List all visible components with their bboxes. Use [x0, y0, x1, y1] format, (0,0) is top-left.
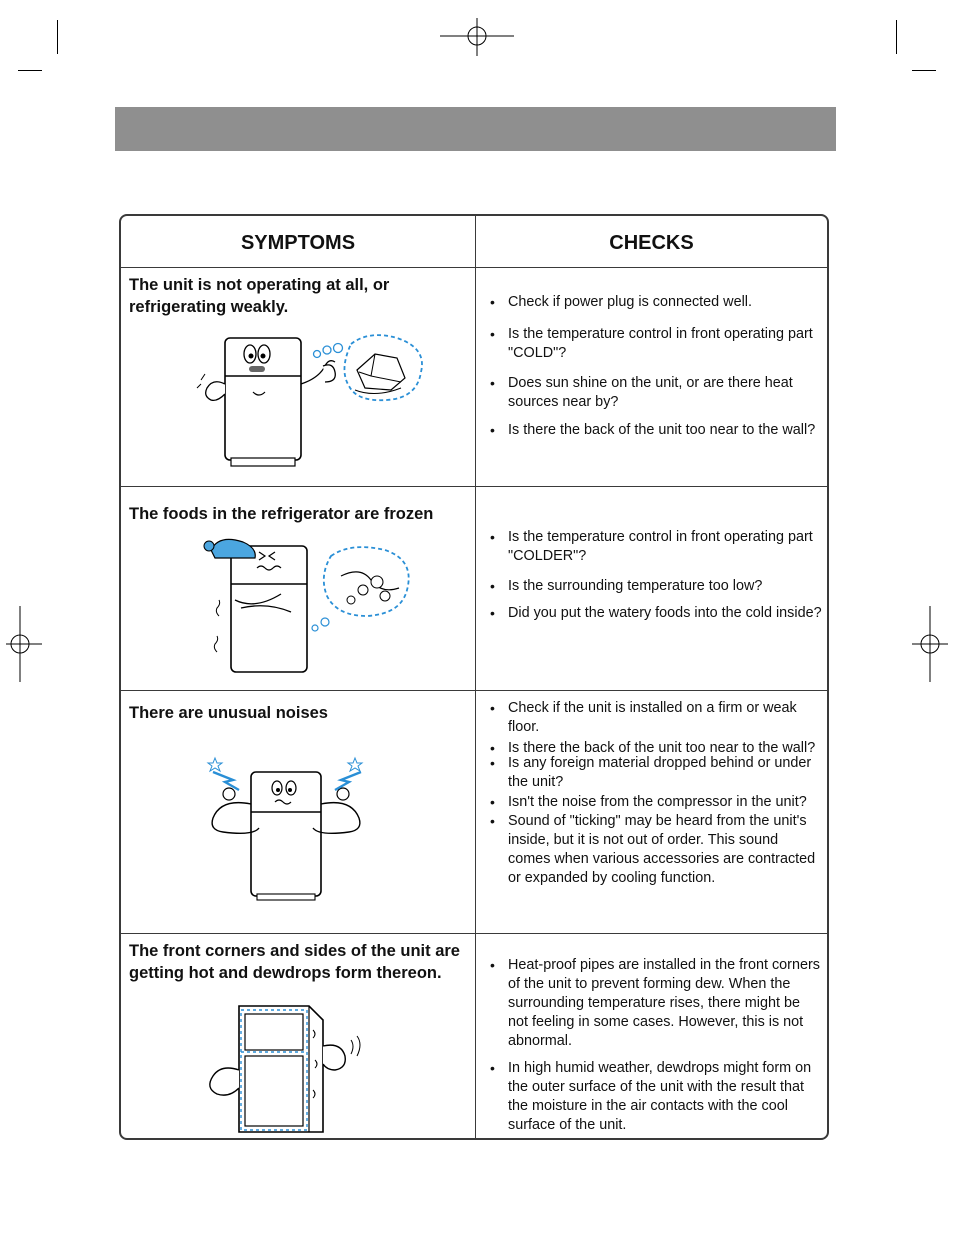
check-item: • Isn't the noise from the compressor in the unit? — [487, 793, 823, 812]
registration-mark-icon — [440, 18, 514, 56]
section-header-bar — [115, 107, 836, 151]
checks-list — [487, 293, 823, 440]
symptom-text: There are unusual noises — [129, 704, 328, 722]
checks-list — [487, 699, 823, 888]
crop-mark — [896, 20, 897, 54]
check-item: • Is the temperature control in front operating part "COLDER"? — [487, 528, 823, 566]
symptom-text: The foods in the refrigerator are frozen — [129, 505, 434, 523]
row-divider — [121, 267, 827, 268]
check-item: • Is any foreign material dropped behind or under the unit? — [487, 754, 823, 792]
row-divider — [121, 486, 827, 487]
row-divider — [121, 690, 827, 691]
checks-header: CHECKS — [609, 232, 694, 254]
check-item: • Is there the back of the unit too near to the wall? — [487, 421, 823, 440]
check-item: • Check if the unit is installed on a firm or weak floor. — [487, 699, 823, 737]
troubleshooting-table — [119, 214, 829, 1140]
refrigerator-freezing-illustration — [201, 536, 421, 676]
crop-mark — [912, 70, 936, 71]
refrigerator-dewdrops-illustration — [201, 1000, 371, 1140]
symptom-text: The front corners and sides of the unit are getting hot and dewdrops form thereon. — [129, 942, 460, 982]
check-item: • Is there the back of the unit too near to the wall? — [487, 739, 823, 758]
refrigerator-shrugging-illustration — [195, 332, 425, 470]
check-item: • Did you put the watery foods into the cold inside? — [487, 604, 823, 623]
check-item: • Does sun shine on the unit, or are there heat sources near by? — [487, 374, 823, 412]
row-divider — [121, 933, 827, 934]
check-item: • Heat-proof pipes are installed in the front corners of the unit to prevent forming dew. When the surrounding temperature rises, there might be not feeling in some cases. However, this is not abnormal. — [487, 956, 823, 1051]
crop-mark — [57, 20, 58, 54]
symptom-text: The unit is not operating at all, or refrigerating weakly. — [129, 276, 390, 316]
check-item: • Sound of "ticking" may be heard from the unit's inside, but it is not out of order. This sound comes when various accessories are contracted or expanded by cooling function. — [487, 812, 823, 888]
registration-mark-icon — [912, 606, 948, 682]
crop-mark — [18, 70, 42, 71]
refrigerator-noise-illustration — [205, 756, 375, 904]
check-item: • In high humid weather, dewdrops might form on the outer surface of the unit with the result that the moisture in the air contacts with the cool surface of the unit. — [487, 1059, 823, 1135]
check-item: • Is the temperature control in front operating part "COLD"? — [487, 325, 823, 363]
check-item: • Check if power plug is connected well. — [487, 293, 823, 312]
symptoms-header: SYMPTOMS — [240, 232, 356, 254]
column-divider — [475, 216, 476, 1138]
check-item: • Is the surrounding temperature too low? — [487, 577, 823, 596]
registration-mark-icon — [6, 606, 42, 682]
checks-list — [487, 528, 823, 623]
checks-list — [487, 956, 823, 1135]
